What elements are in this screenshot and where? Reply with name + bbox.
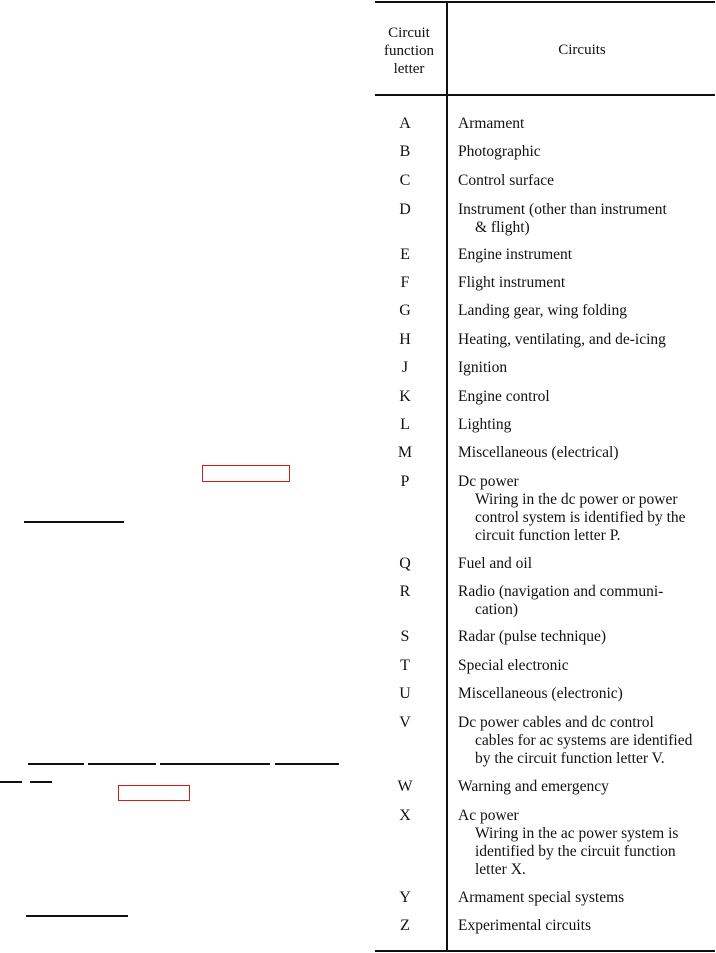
row-letter-V: V bbox=[399, 714, 411, 731]
row-desc-F bbox=[458, 274, 714, 292]
row-desc-E bbox=[458, 246, 714, 264]
desc-line: Wiring in the dc power or power bbox=[475, 491, 678, 508]
row-letter-G: G bbox=[399, 302, 411, 319]
row-desc-U bbox=[458, 685, 714, 703]
underline-fragment-1 bbox=[24, 521, 124, 523]
underline-fragment-7 bbox=[30, 781, 52, 783]
row-desc-S bbox=[458, 628, 714, 646]
desc-line: Dc power cables and dc control bbox=[458, 714, 654, 731]
desc-line: cation) bbox=[475, 601, 519, 618]
desc-line: & flight) bbox=[475, 219, 530, 236]
row-desc-V bbox=[458, 714, 714, 768]
row-letter-X: X bbox=[399, 807, 411, 824]
desc-line: Landing gear, wing folding bbox=[458, 302, 627, 319]
desc-line: Radar (pulse technique) bbox=[458, 628, 607, 645]
row-desc-J bbox=[458, 359, 714, 377]
row-letter-Y: Y bbox=[399, 889, 411, 906]
desc-line: Armament special systems bbox=[458, 889, 625, 906]
row-letter-S: S bbox=[400, 628, 410, 645]
underline-fragment-6 bbox=[0, 781, 22, 783]
underline-fragment-3 bbox=[88, 763, 156, 765]
header-col1-line: Circuit bbox=[388, 25, 430, 41]
row-desc-H bbox=[458, 331, 714, 349]
row-desc-K bbox=[458, 388, 714, 406]
desc-line: Armament bbox=[458, 115, 525, 132]
desc-line: Photographic bbox=[458, 143, 541, 160]
desc-line: Miscellaneous (electrical) bbox=[458, 444, 619, 461]
row-letter-H: H bbox=[399, 331, 411, 348]
row-letter-D: D bbox=[399, 201, 411, 218]
redacted-reference-box-2 bbox=[118, 785, 190, 801]
underline-fragment-5 bbox=[275, 763, 339, 765]
desc-line: Engine control bbox=[458, 388, 550, 405]
desc-line: Ac power bbox=[458, 807, 519, 824]
row-desc-L bbox=[458, 416, 714, 434]
desc-line: Fuel and oil bbox=[458, 555, 533, 572]
row-desc-M bbox=[458, 444, 714, 462]
row-letter-B: B bbox=[399, 143, 411, 160]
row-letter-L: L bbox=[400, 416, 410, 433]
header-col1-line: letter bbox=[393, 61, 425, 77]
row-letter-W: W bbox=[397, 778, 413, 795]
row-desc-T bbox=[458, 657, 714, 675]
desc-line: Engine instrument bbox=[458, 246, 573, 263]
underline-fragment-8 bbox=[26, 915, 128, 917]
row-desc-Q bbox=[458, 555, 714, 573]
desc-line: Instrument (other than instrument bbox=[458, 201, 667, 218]
desc-line: Wiring in the ac power system is bbox=[475, 825, 679, 842]
desc-line: Flight instrument bbox=[458, 274, 566, 291]
row-letter-M: M bbox=[397, 444, 413, 461]
row-desc-A bbox=[458, 115, 714, 133]
desc-line: Heating, ventilating, and de-icing bbox=[458, 331, 666, 348]
desc-line: Control surface bbox=[458, 172, 554, 189]
row-letter-J: J bbox=[401, 359, 409, 376]
row-letter-F: F bbox=[400, 274, 410, 291]
row-desc-Z bbox=[458, 917, 714, 935]
desc-line: Miscellaneous (electronic) bbox=[458, 685, 623, 702]
row-desc-B bbox=[458, 143, 714, 161]
row-desc-G bbox=[458, 302, 714, 320]
desc-line: Experimental circuits bbox=[458, 917, 591, 934]
row-letter-Z: Z bbox=[400, 917, 410, 934]
redacted-reference-box-1 bbox=[202, 465, 290, 482]
table-top-rule bbox=[375, 1, 715, 3]
row-desc-P bbox=[458, 473, 714, 545]
row-letter-Q: Q bbox=[399, 555, 411, 572]
row-desc-X bbox=[458, 807, 714, 879]
row-letter-P: P bbox=[400, 473, 410, 490]
table-bottom-rule bbox=[375, 950, 715, 952]
row-letter-U: U bbox=[399, 685, 411, 702]
desc-line: circuit function letter P. bbox=[475, 527, 621, 544]
desc-line: Warning and emergency bbox=[458, 778, 609, 795]
desc-line: Radio (navigation and communi- bbox=[458, 583, 664, 600]
underline-fragment-4 bbox=[160, 763, 270, 765]
row-letter-R: R bbox=[399, 583, 411, 600]
table-column-divider bbox=[446, 1, 448, 951]
header-col1-line: function bbox=[384, 43, 434, 59]
desc-line: cables for ac systems are identified bbox=[475, 732, 693, 749]
row-letter-K: K bbox=[399, 388, 411, 405]
desc-line: control system is identified by the bbox=[475, 509, 686, 526]
row-desc-R bbox=[458, 583, 714, 619]
desc-line: Ignition bbox=[458, 359, 508, 376]
row-desc-D bbox=[458, 201, 714, 237]
underline-fragment-2 bbox=[28, 763, 84, 765]
desc-line: letter X. bbox=[475, 861, 526, 878]
desc-line: Special electronic bbox=[458, 657, 569, 674]
desc-line: Lighting bbox=[458, 416, 512, 433]
row-desc-C bbox=[458, 172, 714, 190]
desc-line: by the circuit function letter V. bbox=[475, 750, 665, 767]
row-letter-A: A bbox=[399, 115, 411, 132]
desc-line: Dc power bbox=[458, 473, 519, 490]
table-header-rule bbox=[375, 94, 715, 96]
row-letter-E: E bbox=[400, 246, 410, 263]
row-letter-C: C bbox=[399, 172, 411, 189]
row-letter-T: T bbox=[400, 657, 410, 674]
header-circuit-function-letter bbox=[376, 24, 442, 78]
row-desc-W bbox=[458, 778, 714, 796]
row-desc-Y bbox=[458, 889, 714, 907]
desc-line: identified by the circuit function bbox=[475, 843, 676, 860]
header-circuits: Circuits bbox=[558, 42, 606, 58]
